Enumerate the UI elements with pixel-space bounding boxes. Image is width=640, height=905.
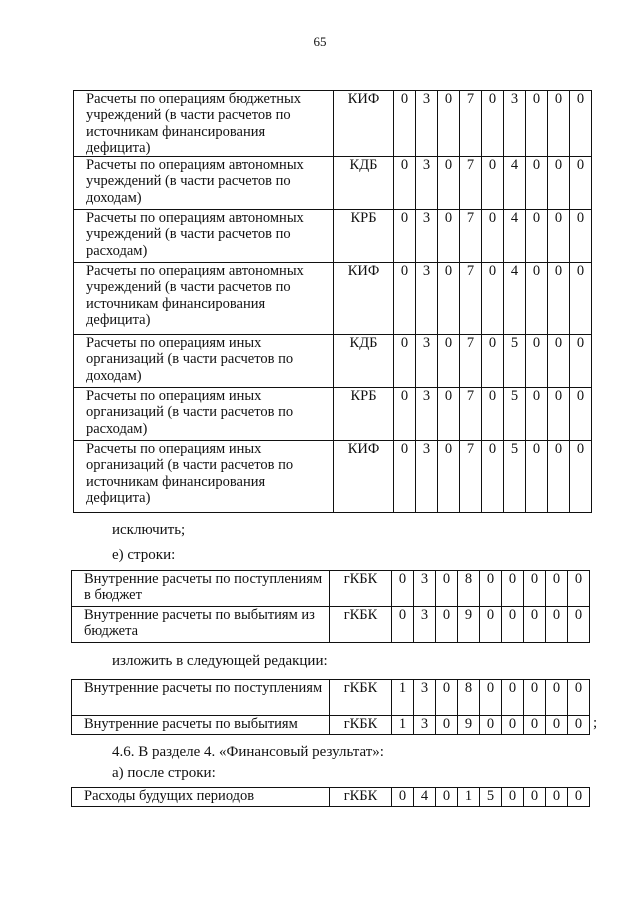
account-description: Внутренние расчеты по выбытиям: [72, 716, 330, 735]
account-digit: 7: [460, 263, 482, 335]
table-row: [72, 607, 590, 643]
account-digit: 0: [436, 788, 458, 807]
account-digit: 5: [480, 788, 502, 807]
account-digit: 0: [526, 263, 548, 335]
account-digit: 0: [482, 263, 504, 335]
account-digit: 3: [414, 680, 436, 716]
account-description: Расчеты по операциям иных организаций (в части расчетов по доходам): [74, 335, 334, 388]
account-digit: 0: [392, 788, 414, 807]
account-digit: 3: [416, 91, 438, 157]
account-digit: 0: [526, 335, 548, 388]
account-digit: 3: [504, 91, 526, 157]
instruction-exclude: исключить;: [112, 522, 186, 538]
account-digit: 1: [458, 788, 480, 807]
account-description: Расчеты по операциям иных организаций (в части расчетов по расходам): [74, 388, 334, 441]
account-digit: 7: [460, 335, 482, 388]
table-body: [72, 680, 590, 735]
account-digit: 0: [502, 571, 524, 607]
trailing-semicolon: ;: [593, 715, 598, 731]
table-body: [72, 571, 590, 643]
account-digit: 3: [416, 263, 438, 335]
account-digit: 0: [394, 335, 416, 388]
account-digit: 0: [502, 680, 524, 716]
account-digit: 7: [460, 441, 482, 513]
account-digit: 0: [438, 263, 460, 335]
kbk-code: КИФ: [334, 91, 394, 157]
account-digit: 3: [416, 210, 438, 263]
account-digit: 0: [480, 607, 502, 643]
account-digit: 0: [526, 91, 548, 157]
account-digit: 0: [524, 788, 546, 807]
account-digit: 0: [524, 571, 546, 607]
account-description: Внутренние расчеты по поступлениям: [72, 680, 330, 716]
account-description: Расходы будущих периодов: [72, 788, 330, 807]
account-digit: 4: [504, 210, 526, 263]
kbk-code: гКБК: [330, 788, 392, 807]
account-digit: 7: [460, 210, 482, 263]
accounts-table-excluded: [73, 90, 592, 513]
account-digit: 0: [438, 210, 460, 263]
account-digit: 0: [392, 607, 414, 643]
account-digit: 7: [460, 91, 482, 157]
account-digit: 0: [568, 607, 590, 643]
account-digit: 3: [414, 716, 436, 735]
account-digit: 3: [416, 388, 438, 441]
account-digit: 0: [438, 388, 460, 441]
account-digit: 0: [568, 788, 590, 807]
account-digit: 0: [480, 716, 502, 735]
account-digit: 0: [524, 716, 546, 735]
instruction-after-row: а) после строки:: [112, 765, 216, 781]
account-digit: 0: [436, 680, 458, 716]
account-digit: 0: [482, 91, 504, 157]
account-digit: 0: [502, 716, 524, 735]
account-digit: 0: [394, 441, 416, 513]
account-digit: 3: [416, 335, 438, 388]
account-digit: 0: [436, 571, 458, 607]
table-row: [74, 335, 592, 388]
account-digit: 3: [416, 441, 438, 513]
kbk-code: КИФ: [334, 441, 394, 513]
account-digit: 8: [458, 680, 480, 716]
account-digit: 0: [482, 335, 504, 388]
account-description: Внутренние расчеты по выбытиям из бюджета: [72, 607, 330, 643]
account-digit: 0: [482, 388, 504, 441]
kbk-code: КРБ: [334, 388, 394, 441]
account-digit: 0: [394, 263, 416, 335]
account-digit: 0: [482, 210, 504, 263]
account-digit: 0: [546, 788, 568, 807]
account-digit: 0: [502, 788, 524, 807]
account-digit: 0: [438, 335, 460, 388]
account-digit: 0: [548, 335, 570, 388]
kbk-code: гКБК: [330, 680, 392, 716]
account-digit: 0: [394, 157, 416, 210]
account-digit: 0: [546, 571, 568, 607]
account-digit: 9: [458, 716, 480, 735]
account-digit: 4: [504, 263, 526, 335]
accounts-table-new: [71, 679, 590, 735]
account-digit: 0: [570, 91, 592, 157]
table-body: [74, 91, 592, 513]
kbk-code: КРБ: [334, 210, 394, 263]
account-digit: 0: [482, 157, 504, 210]
account-digit: 0: [570, 335, 592, 388]
kbk-code: гКБК: [330, 607, 392, 643]
account-digit: 7: [460, 388, 482, 441]
accounts-table-old: [71, 570, 590, 643]
account-digit: 0: [524, 607, 546, 643]
account-digit: 3: [414, 607, 436, 643]
account-digit: 0: [438, 441, 460, 513]
table-row: [72, 680, 590, 716]
account-digit: 0: [546, 680, 568, 716]
table-row: [72, 571, 590, 607]
account-digit: 0: [548, 157, 570, 210]
account-digit: 0: [548, 441, 570, 513]
account-digit: 5: [504, 441, 526, 513]
account-digit: 0: [438, 157, 460, 210]
table-row: [72, 716, 590, 735]
instruction-restate: изложить в следующей редакции:: [112, 653, 328, 669]
account-digit: 4: [414, 788, 436, 807]
account-digit: 0: [546, 607, 568, 643]
account-description: Расчеты по операциям автономных учреждений (в части расчетов по источникам финансирования дефицита): [74, 263, 334, 335]
account-digit: 1: [392, 716, 414, 735]
account-digit: 0: [568, 571, 590, 607]
account-digit: 5: [504, 335, 526, 388]
account-digit: 0: [394, 388, 416, 441]
table-row: [74, 157, 592, 210]
account-digit: 0: [392, 571, 414, 607]
account-description: Расчеты по операциям иных организаций (в части расчетов по источникам финансирования дефицита): [74, 441, 334, 513]
table-row: [74, 91, 592, 157]
account-description: Расчеты по операциям автономных учреждений (в части расчетов по доходам): [74, 157, 334, 210]
kbk-code: КДБ: [334, 335, 394, 388]
account-digit: 0: [438, 91, 460, 157]
table-row: [74, 210, 592, 263]
account-digit: 0: [548, 91, 570, 157]
table-row: [74, 441, 592, 513]
account-digit: 0: [568, 716, 590, 735]
account-digit: 0: [548, 263, 570, 335]
account-digit: 9: [458, 607, 480, 643]
account-digit: 0: [436, 607, 458, 643]
page-number: 65: [313, 34, 327, 49]
account-digit: 0: [394, 210, 416, 263]
table-row: [74, 263, 592, 335]
account-digit: 5: [504, 388, 526, 441]
accounts-table-after: [71, 787, 590, 807]
table-row: [74, 388, 592, 441]
account-digit: 0: [436, 716, 458, 735]
account-digit: 0: [526, 441, 548, 513]
account-description: Расчеты по операциям бюджетных учреждений (в части расчетов по источникам финансирования дефицита): [74, 91, 334, 157]
table-body: [72, 788, 590, 807]
kbk-code: гКБК: [330, 571, 392, 607]
account-description: Внутренние расчеты по поступлениям в бюджет: [72, 571, 330, 607]
account-digit: 0: [480, 680, 502, 716]
account-digit: 0: [524, 680, 546, 716]
account-digit: 8: [458, 571, 480, 607]
account-digit: 0: [548, 388, 570, 441]
section-heading: 4.6. В разделе 4. «Финансовый результат»:: [112, 744, 384, 760]
account-digit: 3: [414, 571, 436, 607]
account-digit: 0: [546, 716, 568, 735]
account-digit: 0: [570, 441, 592, 513]
account-digit: 4: [504, 157, 526, 210]
account-digit: 0: [548, 210, 570, 263]
account-digit: 7: [460, 157, 482, 210]
kbk-code: гКБК: [330, 716, 392, 735]
account-digit: 0: [570, 388, 592, 441]
account-digit: 3: [416, 157, 438, 210]
kbk-code: КИФ: [334, 263, 394, 335]
account-digit: 0: [570, 157, 592, 210]
account-digit: 0: [480, 571, 502, 607]
account-description: Расчеты по операциям автономных учреждений (в части расчетов по расходам): [74, 210, 334, 263]
account-digit: 0: [570, 210, 592, 263]
account-digit: 0: [570, 263, 592, 335]
account-digit: 1: [392, 680, 414, 716]
table-row: [72, 788, 590, 807]
account-digit: 0: [482, 441, 504, 513]
account-digit: 0: [502, 607, 524, 643]
kbk-code: КДБ: [334, 157, 394, 210]
account-digit: 0: [526, 157, 548, 210]
account-digit: 0: [526, 388, 548, 441]
account-digit: 0: [526, 210, 548, 263]
account-digit: 0: [394, 91, 416, 157]
account-digit: 0: [568, 680, 590, 716]
instruction-rows-e: е) строки:: [112, 547, 176, 563]
